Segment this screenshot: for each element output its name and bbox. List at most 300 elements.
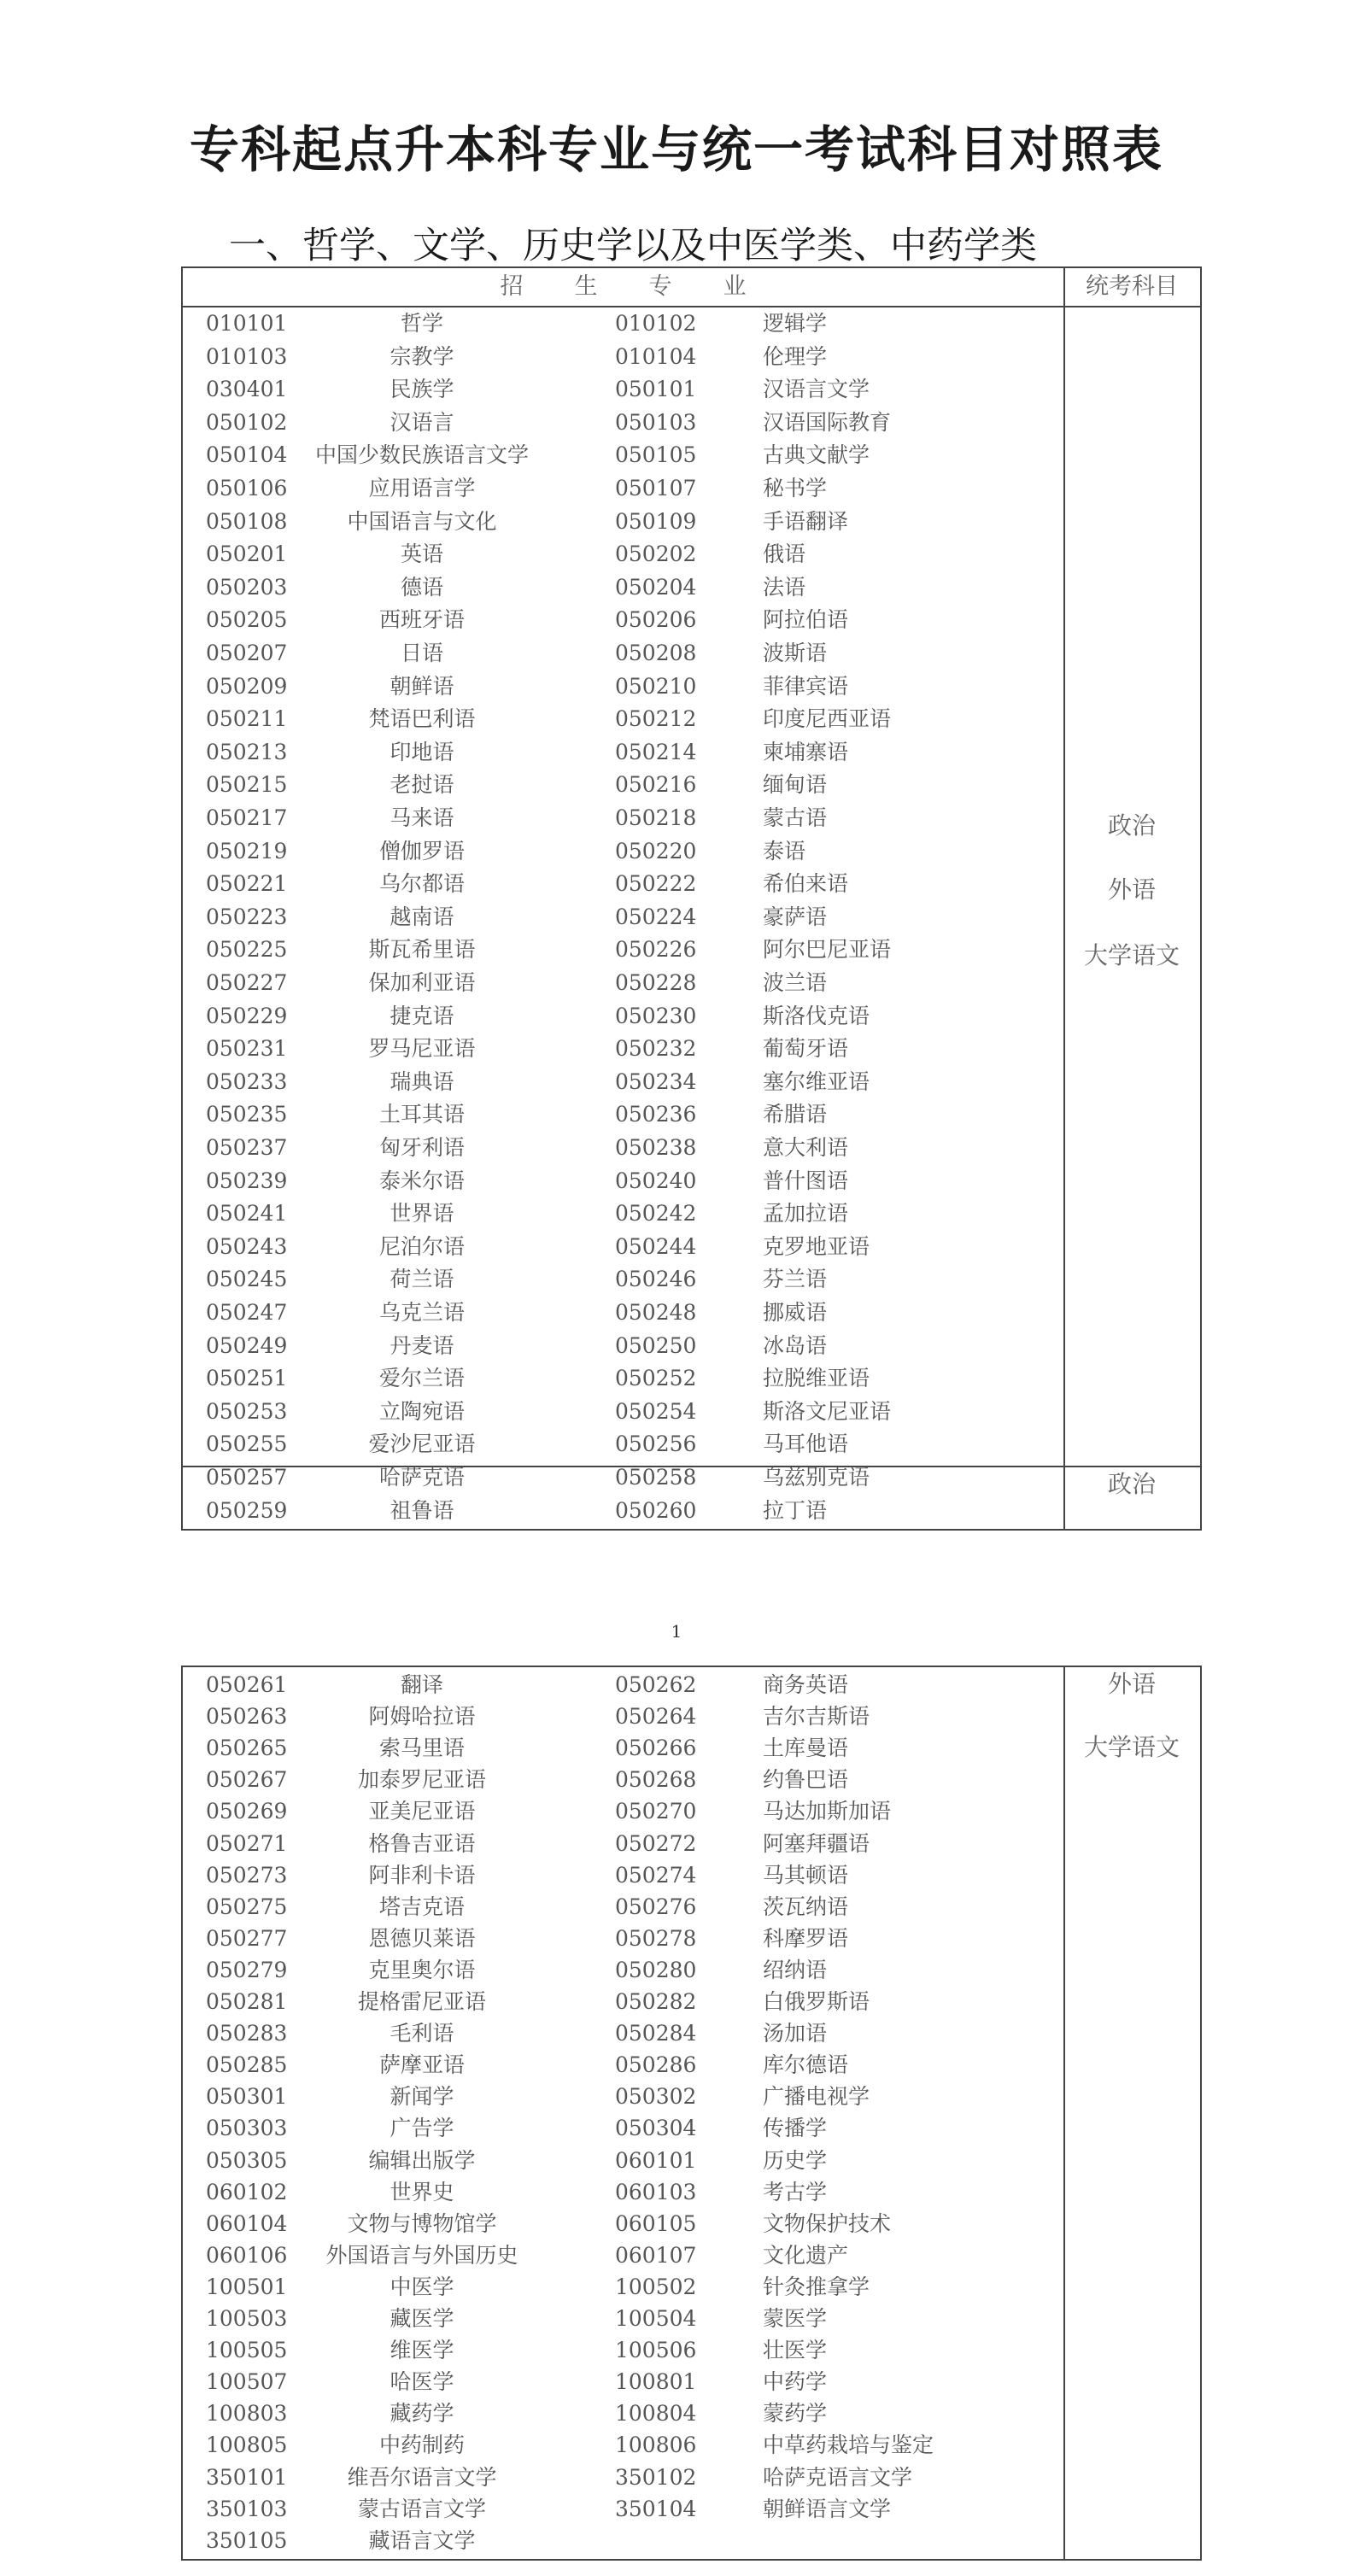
major-code: 060101 xyxy=(615,2147,697,2173)
table-row xyxy=(183,1461,1063,1494)
major-code: 050225 xyxy=(206,937,288,963)
major-code: 050263 xyxy=(206,1704,288,1730)
major-name: 茨瓦纳语 xyxy=(763,1894,849,1919)
major-name: 捷克语 xyxy=(390,1003,454,1028)
major-name: 乌兹别克语 xyxy=(763,1465,870,1490)
major-code: 100804 xyxy=(615,2401,697,2427)
major-name: 宗教学 xyxy=(390,343,454,369)
section-heading: 一、哲学、文学、历史学以及中医学类、中药学类 xyxy=(229,225,1037,267)
major-code: 050258 xyxy=(615,1465,697,1490)
major-name: 希伯来语 xyxy=(763,871,849,897)
table-row xyxy=(183,1859,1063,1892)
header-exam-subjects: 统考科目 xyxy=(1086,273,1178,300)
table-row xyxy=(183,2493,1063,2526)
major-name: 提格雷尼亚语 xyxy=(357,1989,486,2014)
table-row xyxy=(183,868,1063,900)
major-code: 050277 xyxy=(206,1925,288,1951)
major-name: 白俄罗斯语 xyxy=(763,1989,870,2014)
table-row xyxy=(183,1428,1063,1461)
major-code: 060105 xyxy=(615,2210,697,2236)
exam-subject-politics: 政治 xyxy=(1107,1470,1156,1498)
table-row xyxy=(183,1066,1063,1098)
major-name: 朝鲜语言文学 xyxy=(763,2496,892,2521)
table-row xyxy=(183,1795,1063,1828)
table-row xyxy=(183,1701,1063,1733)
major-name: 菲律宾语 xyxy=(763,673,849,699)
major-name: 法语 xyxy=(763,574,806,600)
major-code: 050239 xyxy=(206,1168,288,1193)
major-name: 尼泊尔语 xyxy=(378,1233,465,1259)
major-name: 翻译 xyxy=(400,1672,443,1697)
exam-subject-politics: 政治 xyxy=(1107,811,1156,840)
major-name: 挪威语 xyxy=(763,1300,828,1325)
major-name: 广播电视学 xyxy=(763,2084,870,2110)
table-row xyxy=(183,2397,1063,2430)
major-name: 约鲁巴语 xyxy=(763,1767,849,1793)
major-code: 050218 xyxy=(615,805,697,830)
major-code: 050211 xyxy=(206,706,288,732)
table-row xyxy=(183,472,1063,505)
major-code: 050278 xyxy=(615,1925,697,1951)
major-code: 050108 xyxy=(206,508,288,534)
table-row xyxy=(183,2239,1063,2272)
major-name: 外国语言与外国历史 xyxy=(325,2242,518,2268)
major-name: 拉脱维亚语 xyxy=(763,1366,870,1391)
major-name: 中国语言与文化 xyxy=(347,508,497,534)
major-code: 050250 xyxy=(615,1332,697,1358)
table-row xyxy=(183,1098,1063,1131)
major-code: 050219 xyxy=(206,838,288,864)
major-code: 050270 xyxy=(615,1799,697,1824)
table-row xyxy=(183,835,1063,868)
major-name: 传播学 xyxy=(763,2116,828,2141)
major-code: 050227 xyxy=(206,970,288,995)
major-code: 010103 xyxy=(206,343,288,369)
major-name: 意大利语 xyxy=(763,1135,849,1160)
major-code: 050228 xyxy=(615,970,697,995)
major-code: 100805 xyxy=(206,2433,288,2458)
major-code: 060103 xyxy=(615,2179,697,2204)
table-row xyxy=(183,1132,1063,1164)
major-code: 050248 xyxy=(615,1300,697,1325)
major-name: 孟加拉语 xyxy=(763,1201,849,1227)
table-row xyxy=(183,1954,1063,1987)
table-row xyxy=(183,2176,1063,2209)
major-code: 050215 xyxy=(206,772,288,798)
major-name: 新闻学 xyxy=(390,2084,454,2110)
major-name: 芬兰语 xyxy=(763,1267,828,1292)
major-code: 050103 xyxy=(615,409,697,435)
major-name: 普什图语 xyxy=(763,1168,849,1193)
major-code: 100505 xyxy=(206,2338,288,2363)
table-row xyxy=(183,604,1063,636)
major-code: 100504 xyxy=(615,2306,697,2331)
major-name: 荷兰语 xyxy=(390,1267,454,1292)
table-row xyxy=(183,901,1063,934)
table-row xyxy=(183,1986,1063,2018)
major-name: 印度尼西亚语 xyxy=(763,706,892,732)
table-row xyxy=(183,2303,1063,2335)
table-row xyxy=(183,1669,1063,1701)
major-name: 古典文献学 xyxy=(763,442,870,468)
major-name: 阿姆哈拉语 xyxy=(368,1704,476,1730)
major-name: 豪萨语 xyxy=(763,904,828,929)
major-name: 僧伽罗语 xyxy=(378,838,465,864)
major-code: 050222 xyxy=(615,871,697,897)
major-name: 乌尔都语 xyxy=(378,871,465,897)
major-name: 应用语言学 xyxy=(368,476,476,501)
major-code: 050281 xyxy=(206,1989,288,2014)
major-name: 爱沙尼亚语 xyxy=(368,1431,476,1457)
major-code: 050205 xyxy=(206,607,288,633)
major-code: 050238 xyxy=(615,1135,697,1160)
major-name: 祖鲁语 xyxy=(390,1497,454,1523)
exam-subject-college-chinese: 大学语文 xyxy=(1083,941,1180,969)
major-code: 050105 xyxy=(615,442,697,468)
major-name: 哈萨克语 xyxy=(378,1465,465,1490)
column-divider xyxy=(1063,1667,1065,2559)
major-code: 050303 xyxy=(206,2116,288,2141)
major-name: 阿非利卡语 xyxy=(368,1862,476,1888)
major-code: 050240 xyxy=(615,1168,697,1193)
major-name: 马来语 xyxy=(390,805,454,830)
table-row xyxy=(183,439,1063,471)
major-code: 050267 xyxy=(206,1767,288,1793)
major-name: 汤加语 xyxy=(763,2021,828,2046)
table-row xyxy=(183,2366,1063,2398)
major-name: 阿拉伯语 xyxy=(763,607,849,633)
major-code: 050252 xyxy=(615,1366,697,1391)
table-row xyxy=(183,670,1063,703)
major-name: 土耳其语 xyxy=(378,1102,465,1127)
table-row xyxy=(183,637,1063,670)
major-code: 050302 xyxy=(615,2084,697,2110)
major-code: 060106 xyxy=(206,2242,288,2268)
table-row xyxy=(183,1033,1063,1065)
major-name: 乌克兰语 xyxy=(378,1300,465,1325)
table-row xyxy=(183,1732,1063,1765)
major-code: 050246 xyxy=(615,1267,697,1292)
major-name: 编辑出版学 xyxy=(368,2147,476,2173)
major-code: 050259 xyxy=(206,1497,288,1523)
major-name: 藏医学 xyxy=(390,2306,454,2331)
major-code: 050261 xyxy=(206,1672,288,1697)
major-name: 越南语 xyxy=(390,904,454,929)
major-code: 100501 xyxy=(206,2274,288,2299)
major-code: 050224 xyxy=(615,904,697,929)
major-code: 050301 xyxy=(206,2084,288,2110)
table-row xyxy=(183,307,1063,340)
table-row xyxy=(183,2112,1063,2145)
major-name: 格鲁吉亚语 xyxy=(368,1830,476,1856)
major-code: 050217 xyxy=(206,805,288,830)
major-name: 中药学 xyxy=(763,2369,828,2395)
major-name: 波斯语 xyxy=(763,641,828,665)
table-row xyxy=(183,2208,1063,2240)
major-name: 爱尔兰语 xyxy=(378,1366,465,1391)
major-name: 绍纳语 xyxy=(763,1957,828,1982)
major-code: 050251 xyxy=(206,1366,288,1391)
table-row xyxy=(183,2525,1063,2557)
major-code: 060104 xyxy=(206,2210,288,2236)
major-code: 050213 xyxy=(206,739,288,764)
table-row xyxy=(183,703,1063,735)
major-code: 050262 xyxy=(615,1672,697,1697)
major-name: 中医学 xyxy=(390,2274,454,2299)
major-code: 050214 xyxy=(615,739,697,764)
table-row xyxy=(183,802,1063,834)
major-name: 汉语国际教育 xyxy=(763,409,892,435)
major-name: 索马里语 xyxy=(378,1736,465,1761)
major-code: 050230 xyxy=(615,1003,697,1028)
major-name: 希腊语 xyxy=(763,1102,828,1127)
major-name: 商务英语 xyxy=(763,1672,849,1697)
major-name: 立陶宛语 xyxy=(378,1398,465,1424)
major-name: 壮医学 xyxy=(763,2338,828,2363)
exam-subject-college-chinese: 大学语文 xyxy=(1083,1733,1180,1761)
major-code: 350101 xyxy=(206,2464,288,2490)
major-name: 亚美尼亚语 xyxy=(368,1799,476,1824)
major-name: 藏药学 xyxy=(390,2401,454,2427)
major-name: 毛利语 xyxy=(390,2021,454,2046)
major-code: 050245 xyxy=(206,1267,288,1292)
table-row xyxy=(183,1923,1063,1955)
major-name: 世界史 xyxy=(390,2179,454,2204)
major-code: 100506 xyxy=(615,2338,697,2363)
major-name: 马耳他语 xyxy=(763,1431,849,1457)
major-name: 吉尔吉斯语 xyxy=(763,1704,870,1730)
major-code: 050221 xyxy=(206,871,288,897)
major-name: 波兰语 xyxy=(763,970,828,995)
major-code: 050109 xyxy=(615,508,697,534)
major-name: 民族学 xyxy=(390,377,454,402)
major-code: 050285 xyxy=(206,2052,288,2078)
major-code: 050235 xyxy=(206,1102,288,1127)
major-code: 050203 xyxy=(206,574,288,600)
table-row xyxy=(183,1396,1063,1428)
major-code: 350105 xyxy=(206,2527,288,2553)
major-code: 050304 xyxy=(615,2116,697,2141)
major-code: 050253 xyxy=(206,1398,288,1424)
table-row xyxy=(183,1000,1063,1033)
major-name: 秘书学 xyxy=(763,476,828,501)
major-code: 050282 xyxy=(615,1989,697,2014)
major-code: 050236 xyxy=(615,1102,697,1127)
major-code: 050234 xyxy=(615,1068,697,1094)
major-code: 010101 xyxy=(206,311,288,336)
major-name: 中药制药 xyxy=(378,2433,465,2458)
table-row xyxy=(183,2334,1063,2367)
major-code: 050274 xyxy=(615,1862,697,1888)
major-code: 050212 xyxy=(615,706,697,732)
major-code: 050268 xyxy=(615,1767,697,1793)
major-name: 针灸推拿学 xyxy=(763,2274,870,2299)
major-code: 050220 xyxy=(615,838,697,864)
major-name: 蒙古语 xyxy=(763,805,828,830)
major-code: 050247 xyxy=(206,1300,288,1325)
major-name: 拉丁语 xyxy=(763,1497,828,1523)
major-code: 050231 xyxy=(206,1036,288,1062)
table-row xyxy=(183,2145,1063,2177)
major-name: 日语 xyxy=(400,641,443,665)
major-code: 350102 xyxy=(615,2464,697,2490)
major-code: 010102 xyxy=(615,311,697,336)
table-row xyxy=(183,2081,1063,2113)
exam-subject-foreign-language: 外语 xyxy=(1107,875,1156,904)
major-code: 100503 xyxy=(206,2306,288,2331)
table-row xyxy=(183,341,1063,373)
major-name: 斯瓦希里语 xyxy=(368,937,476,963)
major-code: 050210 xyxy=(615,673,697,699)
major-name: 马达加斯加语 xyxy=(763,1799,892,1824)
major-code: 100801 xyxy=(615,2369,697,2395)
major-code: 010104 xyxy=(615,343,697,369)
major-code: 060107 xyxy=(615,2242,697,2268)
major-name: 文物与博物馆学 xyxy=(347,2210,497,2236)
major-code: 050242 xyxy=(615,1201,697,1227)
table-row xyxy=(183,1828,1063,1860)
exam-subject-foreign-language: 外语 xyxy=(1107,1670,1156,1698)
major-name: 蒙医学 xyxy=(763,2306,828,2331)
major-name: 塞尔维亚语 xyxy=(763,1068,870,1094)
major-name: 土库曼语 xyxy=(763,1736,849,1761)
major-code: 100507 xyxy=(206,2369,288,2395)
table-row xyxy=(183,407,1063,439)
major-name: 塔吉克语 xyxy=(378,1894,465,1919)
table-row xyxy=(183,2049,1063,2081)
major-code: 050255 xyxy=(206,1431,288,1457)
major-code: 050279 xyxy=(206,1957,288,1982)
table-row xyxy=(183,1891,1063,1923)
major-name: 葡萄牙语 xyxy=(763,1036,849,1062)
major-code: 050209 xyxy=(206,673,288,699)
major-code: 050257 xyxy=(206,1465,288,1490)
major-code: 050201 xyxy=(206,542,288,567)
major-name: 哈萨克语言文学 xyxy=(763,2464,913,2490)
page-number: 1 xyxy=(671,1621,682,1642)
major-code: 050223 xyxy=(206,904,288,929)
major-name: 藏语言文学 xyxy=(368,2527,476,2553)
major-name: 伦理学 xyxy=(763,343,828,369)
major-code: 050232 xyxy=(615,1036,697,1062)
table-row xyxy=(183,2462,1063,2494)
major-code: 100806 xyxy=(615,2433,697,2458)
major-code: 060102 xyxy=(206,2179,288,2204)
major-code: 050204 xyxy=(615,574,697,600)
table-row xyxy=(183,2271,1063,2304)
table-row xyxy=(183,538,1063,571)
subjects-table-page2 xyxy=(181,1666,1202,2561)
major-name: 加泰罗尼亚语 xyxy=(357,1767,486,1793)
major-name: 逻辑学 xyxy=(763,311,828,336)
major-code: 350103 xyxy=(206,2496,288,2521)
table-row xyxy=(183,1362,1063,1395)
major-name: 斯洛文尼亚语 xyxy=(763,1398,892,1424)
major-code: 050276 xyxy=(615,1894,697,1919)
table-row xyxy=(183,2017,1063,2050)
major-code: 050216 xyxy=(615,772,697,798)
major-name: 保加利亚语 xyxy=(368,970,476,995)
major-name: 丹麦语 xyxy=(390,1332,454,1358)
major-name: 德语 xyxy=(400,574,443,600)
major-code: 050229 xyxy=(206,1003,288,1028)
table-row xyxy=(183,1197,1063,1230)
major-name: 恩德贝莱语 xyxy=(368,1925,476,1951)
table-row xyxy=(183,769,1063,801)
major-name: 哈医学 xyxy=(390,2369,454,2395)
major-code: 050202 xyxy=(615,542,697,567)
major-name: 朝鲜语 xyxy=(390,673,454,699)
major-code: 350104 xyxy=(615,2496,697,2521)
major-name: 文物保护技术 xyxy=(763,2210,892,2236)
major-name: 罗马尼亚语 xyxy=(368,1036,476,1062)
major-code: 050286 xyxy=(615,2052,697,2078)
major-code: 050102 xyxy=(206,409,288,435)
major-name: 库尔德语 xyxy=(763,2052,849,2078)
major-name: 中草药栽培与鉴定 xyxy=(763,2433,934,2458)
major-name: 蒙古语言文学 xyxy=(357,2496,486,2521)
major-code: 100502 xyxy=(615,2274,697,2299)
table-row xyxy=(183,373,1063,406)
major-code: 050305 xyxy=(206,2147,288,2173)
table-row xyxy=(183,1165,1063,1197)
major-name: 阿尔巴尼亚语 xyxy=(763,937,892,963)
major-code: 050107 xyxy=(615,476,697,501)
table-row xyxy=(183,1764,1063,1796)
major-code: 050226 xyxy=(615,937,697,963)
major-name: 梵语巴利语 xyxy=(368,706,476,732)
major-name: 历史学 xyxy=(763,2147,828,2173)
major-code: 050254 xyxy=(615,1398,697,1424)
major-code: 050264 xyxy=(615,1704,697,1730)
major-name: 英语 xyxy=(400,542,443,567)
major-name: 维医学 xyxy=(390,2338,454,2363)
subjects-table-page1 xyxy=(181,266,1202,1531)
major-code: 050273 xyxy=(206,1862,288,1888)
major-code: 050104 xyxy=(206,442,288,468)
major-name: 维吾尔语言文学 xyxy=(347,2464,497,2490)
major-code: 050208 xyxy=(615,641,697,665)
major-name: 西班牙语 xyxy=(378,607,465,633)
major-name: 瑞典语 xyxy=(390,1068,454,1094)
major-name: 哲学 xyxy=(400,311,443,336)
major-name: 克罗地亚语 xyxy=(763,1233,870,1259)
major-code: 050207 xyxy=(206,641,288,665)
major-code: 050284 xyxy=(615,2021,697,2046)
table-row xyxy=(183,506,1063,538)
major-name: 萨摩亚语 xyxy=(378,2052,465,2078)
major-name: 手语翻译 xyxy=(763,508,849,534)
major-code: 050265 xyxy=(206,1736,288,1761)
header-major: 招生专业 xyxy=(500,273,798,300)
major-name: 科摩罗语 xyxy=(763,1925,849,1951)
major-name: 马其顿语 xyxy=(763,1862,849,1888)
major-name: 缅甸语 xyxy=(763,772,828,798)
major-code: 050269 xyxy=(206,1799,288,1824)
major-name: 印地语 xyxy=(390,739,454,764)
major-code: 050233 xyxy=(206,1068,288,1094)
major-code: 050260 xyxy=(615,1497,697,1523)
major-name: 克里奥尔语 xyxy=(368,1957,476,1982)
major-code: 050206 xyxy=(615,607,697,633)
major-name: 泰语 xyxy=(763,838,806,864)
table-row xyxy=(183,1297,1063,1329)
major-name: 中国少数民族语言文学 xyxy=(315,442,530,468)
major-code: 030401 xyxy=(206,377,288,402)
major-code: 050237 xyxy=(206,1135,288,1160)
major-code: 050249 xyxy=(206,1332,288,1358)
major-code: 050106 xyxy=(206,476,288,501)
